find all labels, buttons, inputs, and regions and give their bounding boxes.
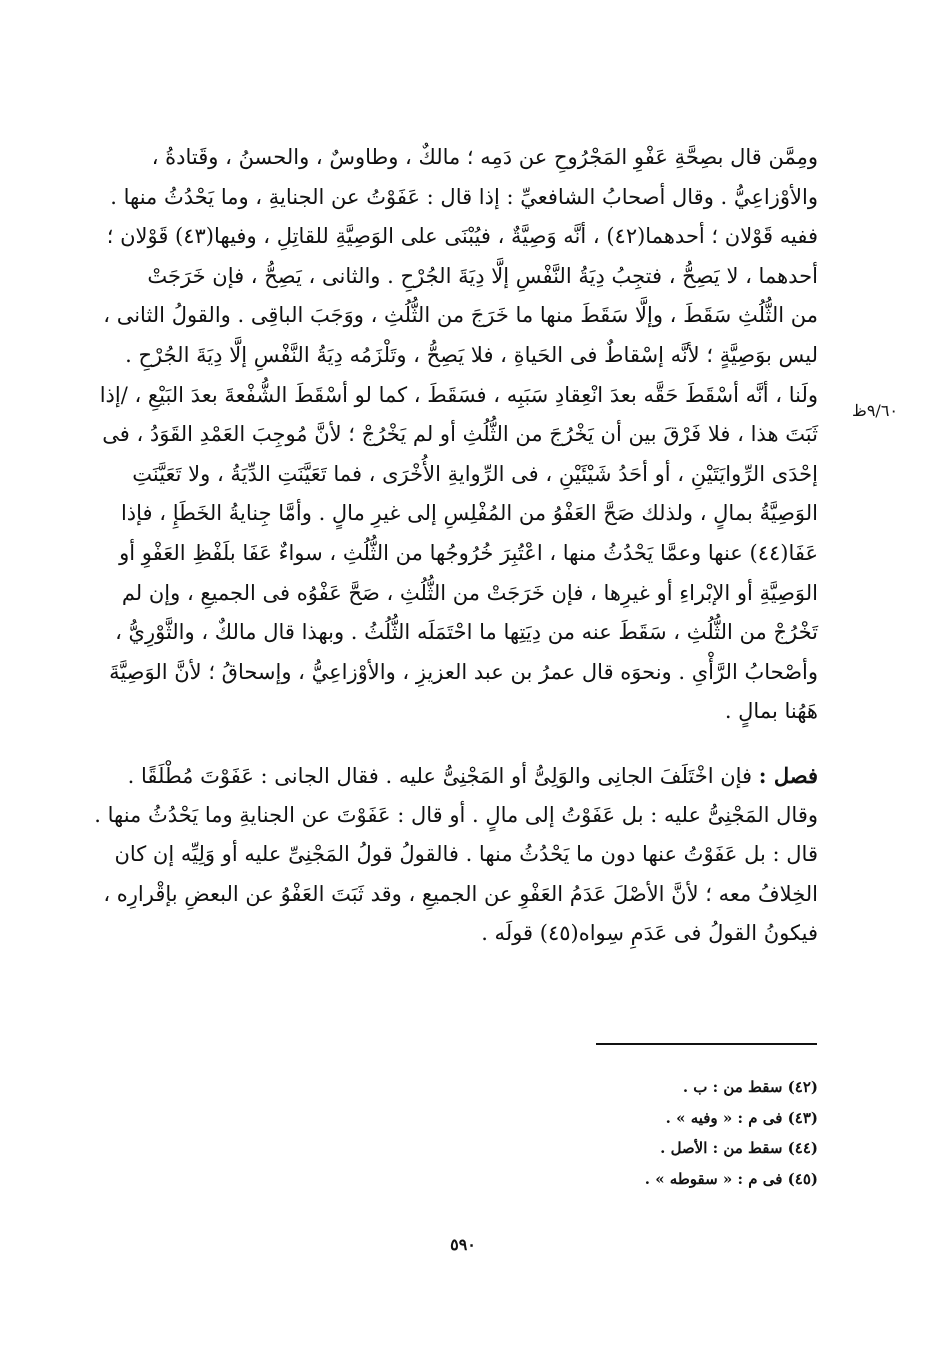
footnote: (٤٣) فى م : « وفيه » .	[665, 1108, 818, 1127]
footnote: (٤٤) سقط من : الأصل .	[660, 1139, 818, 1157]
text-line: ثَبَتَ هذا ، فلا فَرْقَ بين أن يَخْرُجَ من الثُّلُثِ أو لم يَخْرُجْ ؛ لأنَّ مُوجِبَ العَمْدِ القَوَدُ ، فى	[102, 422, 818, 447]
paragraph-2	[94, 756, 818, 954]
text-line: الوَصِيَّةِ أو الإبْراءِ أو غيرِها ، فإن خَرَجَتْ من الثُّلُثِ ، صَحَّ عَفْوُه فى الجميعِ ، وإن لم	[121, 580, 818, 605]
text-line: ولَنا ، أنَّه أسْقَطَ حَقَّه بعدَ انْعِقادِ سَبَبِه ، فسَقَطَ ، كما لو أسْقَطَ الشُّفْعةَ بعدَ البَيْعِ ، /إذا	[99, 382, 818, 407]
text-line: والأوْزاعِيُّ . وقال أصحابُ الشافعيِّ : إذا قال : عَفَوْتُ عن الجنايةِ ، وما يَحْدُثُ منها .	[110, 184, 818, 209]
section-heading: فصل :	[758, 762, 818, 788]
text-line: أحدهما ، لا يَصِحُّ ، فتجِبُ دِيَةُ النَّفْسِ إلَّا دِيَةَ الجُرْحِ . والثانى ، يَصِحُّ ، فإن خَرَجَتْ	[147, 263, 818, 288]
text-line: هَهُنا بمالٍ .	[724, 699, 818, 724]
text-line: تَخْرُجْ من الثُّلُثِ ، سَقَطَ عنه من دِيَتِها ما احْتَمَلَه الثُّلُثُ . وبهذا قال مالكٌ ، والثَّوْرِيُّ ،	[115, 620, 818, 645]
text-line: ففيه قَوْلان ؛ أحدهما(٤٢) ، أنَّه وَصِيَّةٌ ، فيُبْنَى على الوَصِيَّةِ للقاتِلِ ، وفيها(٤٣) قَوْلان ؛	[106, 224, 818, 249]
text-line: من الثُّلُثِ سَقَطَ ، وإلَّا سَقَطَ منها ما خَرَجَ من الثُّلُثِ ، ووَجَبَ الباقِى . والقولُ الثانى ،	[103, 303, 818, 328]
paragraph-gap	[120, 732, 818, 756]
page-number: ٥٩٠	[450, 1235, 476, 1254]
text-line: الوَصِيَّةُ بمالٍ ، ولذلك صَحَّ العَفْوُ من المُفْلِسِ إلى غيرِ مالٍ . وأمَّا جِنايةُ الخَطَإِ ، فإذا	[120, 501, 818, 526]
main-text	[94, 138, 818, 954]
text-line: عَفَا(٤٤) عنها وعمَّا يَحْدُثُ منها ، اعْتُبِرَ خُرُوجُها من الثُّلُثِ ، سواءٌ عَفَا بلَفْظِ العَفْوِ أو	[119, 540, 818, 565]
text-run: فإن اخْتَلَفَ الجانِى والوَلِىُّ أو المَجْنِىُّ عليه . فقال الجانى : عَفَوْتَ مُطْلَقًا .	[127, 763, 753, 788]
text-line: قال : بل عَفَوْتُ عنها دون ما يَحْدُثُ منها . فالقولُ قولُ المَجْنِىِّ عليه أو وَلِيِّه إن كان	[114, 842, 818, 867]
paragraph-1	[99, 138, 818, 732]
footnote-separator	[596, 1043, 817, 1045]
margin-folio-note: ٩/٦٠ظ	[852, 401, 898, 420]
text-line: وأصْحابُ الرَّأْىِ . ونحوَه قال عمرُ بن عبد العزيزِ ، والأوْزاعِيُّ ، وإسحاقُ ؛ لأنَّ الوَصِيَّةَ	[109, 659, 818, 684]
footnote: (٤٢) سقط من : ب .	[682, 1078, 818, 1096]
text-line: الخِلافُ معه ؛ لأنَّ الأصْلَ عَدَمُ العَفْوِ عن الجميعِ ، وقد ثَبَتَ العَفْوُ عن البعضِ بإقْرارِه ،	[103, 881, 818, 906]
text-line	[120, 756, 818, 796]
text-line: وقال المَجْنِىُّ عليه : بل عَفَوْتُ إلى مالٍ . أو قال : عَفَوْتَ عن الجنايةِ وما يَحْدُثُ منها .	[94, 802, 818, 827]
text-line: إحْدَى الرِّوايَتَيْنِ ، أو أحَدُ شَيْئَيْنِ ، فى الرِّوايةِ الأُخْرَى ، فما تَعَيَّنَتِ الدِّيَةُ ، ولا تَعَيَّنَتِ	[132, 461, 818, 486]
text-line: ليس بوَصِيَّةٍ ؛ لأنَّه إسْقاطٌ فى الحَياةِ ، فلا يَصِحُّ ، وتَلْزَمُه دِيَةُ النَّفْسِ إلَّا دِيَةَ الجُرْحِ .	[125, 342, 818, 367]
text-line: فيكونُ القولُ فى عَدَمِ سِواه(٤٥) قولَه .	[481, 921, 818, 946]
footnotes	[560, 1072, 818, 1194]
footnote: (٤٥) فى م : « سقوطه » .	[644, 1169, 818, 1188]
text-line: ومِمَّن قال بصِحَّةِ عَفْوِ المَجْرُوحِ عن دَمِه ؛ مالكٌ ، وطاوسٌ ، والحسنُ ، وقَتادةُ ،	[151, 145, 818, 169]
